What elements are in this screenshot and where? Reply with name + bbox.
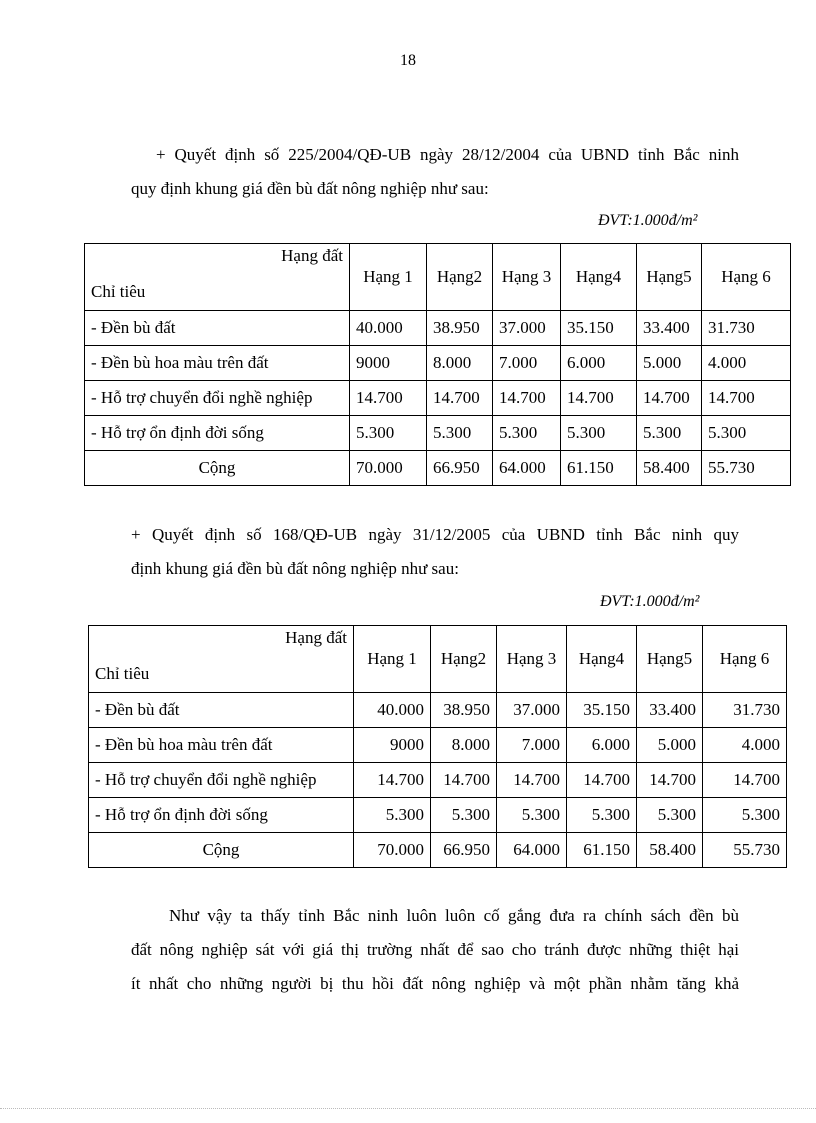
table-header-row xyxy=(89,626,787,693)
criteria-heading: Chỉ tiêu xyxy=(95,664,150,683)
grade-header: Hạng2 xyxy=(431,626,497,693)
table-cell: 37.000 xyxy=(497,693,567,728)
grade-header: Hạng 1 xyxy=(350,244,427,311)
table-cell: 5.300 xyxy=(497,798,567,833)
table-cell: 4.000 xyxy=(703,728,787,763)
land-grade-heading: Hạng đất xyxy=(281,246,343,265)
row-label: - Hỗ trợ chuyển đổi nghề nghiệp xyxy=(85,381,350,416)
unit-label: ĐVT:1.000đ/m² xyxy=(600,593,700,610)
grade-header: Hạng 3 xyxy=(493,244,561,311)
table-cell: 5.000 xyxy=(637,728,703,763)
table-cell: 5.300 xyxy=(561,416,637,451)
table-cell: 14.700 xyxy=(561,381,637,416)
table-cell: 8.000 xyxy=(427,346,493,381)
table-cell: 14.700 xyxy=(637,763,703,798)
table-cell: 5.300 xyxy=(637,416,702,451)
page-number: 18 xyxy=(400,52,416,69)
table-cell: 35.150 xyxy=(567,693,637,728)
table-cell: 31.730 xyxy=(702,311,791,346)
grade-header: Hạng2 xyxy=(427,244,493,311)
table-cell: 40.000 xyxy=(350,311,427,346)
grade-header: Hạng5 xyxy=(637,244,702,311)
table-cell: 6.000 xyxy=(561,346,637,381)
grade-header: Hạng4 xyxy=(567,626,637,693)
row-label: - Đền bù đất xyxy=(85,311,350,346)
table-cell: 9000 xyxy=(350,346,427,381)
intro-line: + Quyết định số 168/QĐ-UB ngày 31/12/2005 của UBND tỉnh Bắc ninh quy xyxy=(131,525,739,544)
total-cell: 70.000 xyxy=(354,833,431,868)
table-cell: 4.000 xyxy=(702,346,791,381)
row-label: - Đền bù đất xyxy=(89,693,354,728)
total-cell: 55.730 xyxy=(702,451,791,486)
table-cell: 5.000 xyxy=(637,346,702,381)
table-cell: 38.950 xyxy=(427,311,493,346)
table-cell: 38.950 xyxy=(431,693,497,728)
total-cell: 64.000 xyxy=(497,833,567,868)
land-grade-heading: Hạng đất xyxy=(285,628,347,647)
total-cell: 66.950 xyxy=(427,451,493,486)
total-cell: 70.000 xyxy=(350,451,427,486)
table-cell: 5.300 xyxy=(431,798,497,833)
table-cell: 5.300 xyxy=(354,798,431,833)
total-cell: 64.000 xyxy=(493,451,561,486)
decision-225-intro xyxy=(131,138,739,206)
table-cell: 14.700 xyxy=(497,763,567,798)
intro-line: + Quyết định số 225/2004/QĐ-UB ngày 28/12/2004 của UBND tỉnh Bắc ninh xyxy=(156,145,739,164)
compensation-table-2004 xyxy=(84,243,791,486)
total-cell: 61.150 xyxy=(561,451,637,486)
grade-header: Hạng5 xyxy=(637,626,703,693)
table-cell: 5.300 xyxy=(567,798,637,833)
table-cell: 31.730 xyxy=(703,693,787,728)
table-cell: 33.400 xyxy=(637,311,702,346)
total-label: Cộng xyxy=(89,833,354,868)
corner-header-cell xyxy=(85,244,350,311)
total-cell: 61.150 xyxy=(567,833,637,868)
table-cell: 5.300 xyxy=(427,416,493,451)
table-cell: 37.000 xyxy=(493,311,561,346)
table-cell: 7.000 xyxy=(493,346,561,381)
table-cell: 35.150 xyxy=(561,311,637,346)
table-cell: 40.000 xyxy=(354,693,431,728)
conclusion-paragraph xyxy=(131,899,739,1001)
table-cell: 14.700 xyxy=(703,763,787,798)
compensation-table-2005 xyxy=(88,625,787,868)
table-cell: 14.700 xyxy=(567,763,637,798)
grade-header: Hạng 6 xyxy=(702,244,791,311)
total-row xyxy=(85,451,791,486)
table-cell: 14.700 xyxy=(637,381,702,416)
table-cell: 6.000 xyxy=(567,728,637,763)
table-cell: 5.300 xyxy=(702,416,791,451)
total-cell: 58.400 xyxy=(637,451,702,486)
total-cell: 58.400 xyxy=(637,833,703,868)
unit-label: ĐVT:1.000đ/m² xyxy=(598,212,698,229)
body-line: ít nhất cho những người bị thu hồi đất nông nghiệp và một phần nhằm tăng khả xyxy=(131,974,739,993)
decision-168-intro xyxy=(131,518,739,586)
row-label: - Đền bù hoa màu trên đất xyxy=(85,346,350,381)
row-label: - Hỗ trợ ổn định đời sống xyxy=(85,416,350,451)
table-cell: 8.000 xyxy=(431,728,497,763)
table-cell: 7.000 xyxy=(497,728,567,763)
table-cell: 14.700 xyxy=(427,381,493,416)
table-cell: 5.300 xyxy=(350,416,427,451)
total-label: Cộng xyxy=(85,451,350,486)
corner-header-cell xyxy=(89,626,354,693)
table-header-row xyxy=(85,244,791,311)
body-line: đất nông nghiệp sát với giá thị trường nhất để sao cho tránh được những thiệt hại xyxy=(131,940,739,959)
table-row xyxy=(85,381,791,416)
table-row xyxy=(85,416,791,451)
table-row xyxy=(89,763,787,798)
intro-line: quy định khung giá đền bù đất nông nghiệp như sau: xyxy=(131,179,489,198)
table-cell: 14.700 xyxy=(354,763,431,798)
table-row xyxy=(89,693,787,728)
table-cell: 33.400 xyxy=(637,693,703,728)
grade-header: Hạng 6 xyxy=(703,626,787,693)
table-cell: 14.700 xyxy=(350,381,427,416)
total-cell: 55.730 xyxy=(703,833,787,868)
table-cell: 5.300 xyxy=(493,416,561,451)
grade-header: Hạng 1 xyxy=(354,626,431,693)
grade-header: Hạng 3 xyxy=(497,626,567,693)
table-row xyxy=(89,798,787,833)
row-label: - Hỗ trợ chuyển đổi nghề nghiệp xyxy=(89,763,354,798)
table-cell: 5.300 xyxy=(637,798,703,833)
row-label: - Hỗ trợ ổn định đời sống xyxy=(89,798,354,833)
grade-header: Hạng4 xyxy=(561,244,637,311)
row-label: - Đền bù hoa màu trên đất xyxy=(89,728,354,763)
body-line: Như vậy ta thấy tỉnh Bắc ninh luôn luôn cố gắng đưa ra chính sách đền bù xyxy=(169,906,739,925)
table-cell: 14.700 xyxy=(493,381,561,416)
criteria-heading: Chỉ tiêu xyxy=(91,282,146,301)
table-cell: 14.700 xyxy=(431,763,497,798)
table-cell: 5.300 xyxy=(703,798,787,833)
table-row xyxy=(85,346,791,381)
table-row xyxy=(85,311,791,346)
page-bottom-divider xyxy=(0,1108,816,1109)
table-cell: 9000 xyxy=(354,728,431,763)
intro-line: định khung giá đền bù đất nông nghiệp như sau: xyxy=(131,559,459,578)
table-row xyxy=(89,728,787,763)
total-row xyxy=(89,833,787,868)
table-cell: 14.700 xyxy=(702,381,791,416)
total-cell: 66.950 xyxy=(431,833,497,868)
